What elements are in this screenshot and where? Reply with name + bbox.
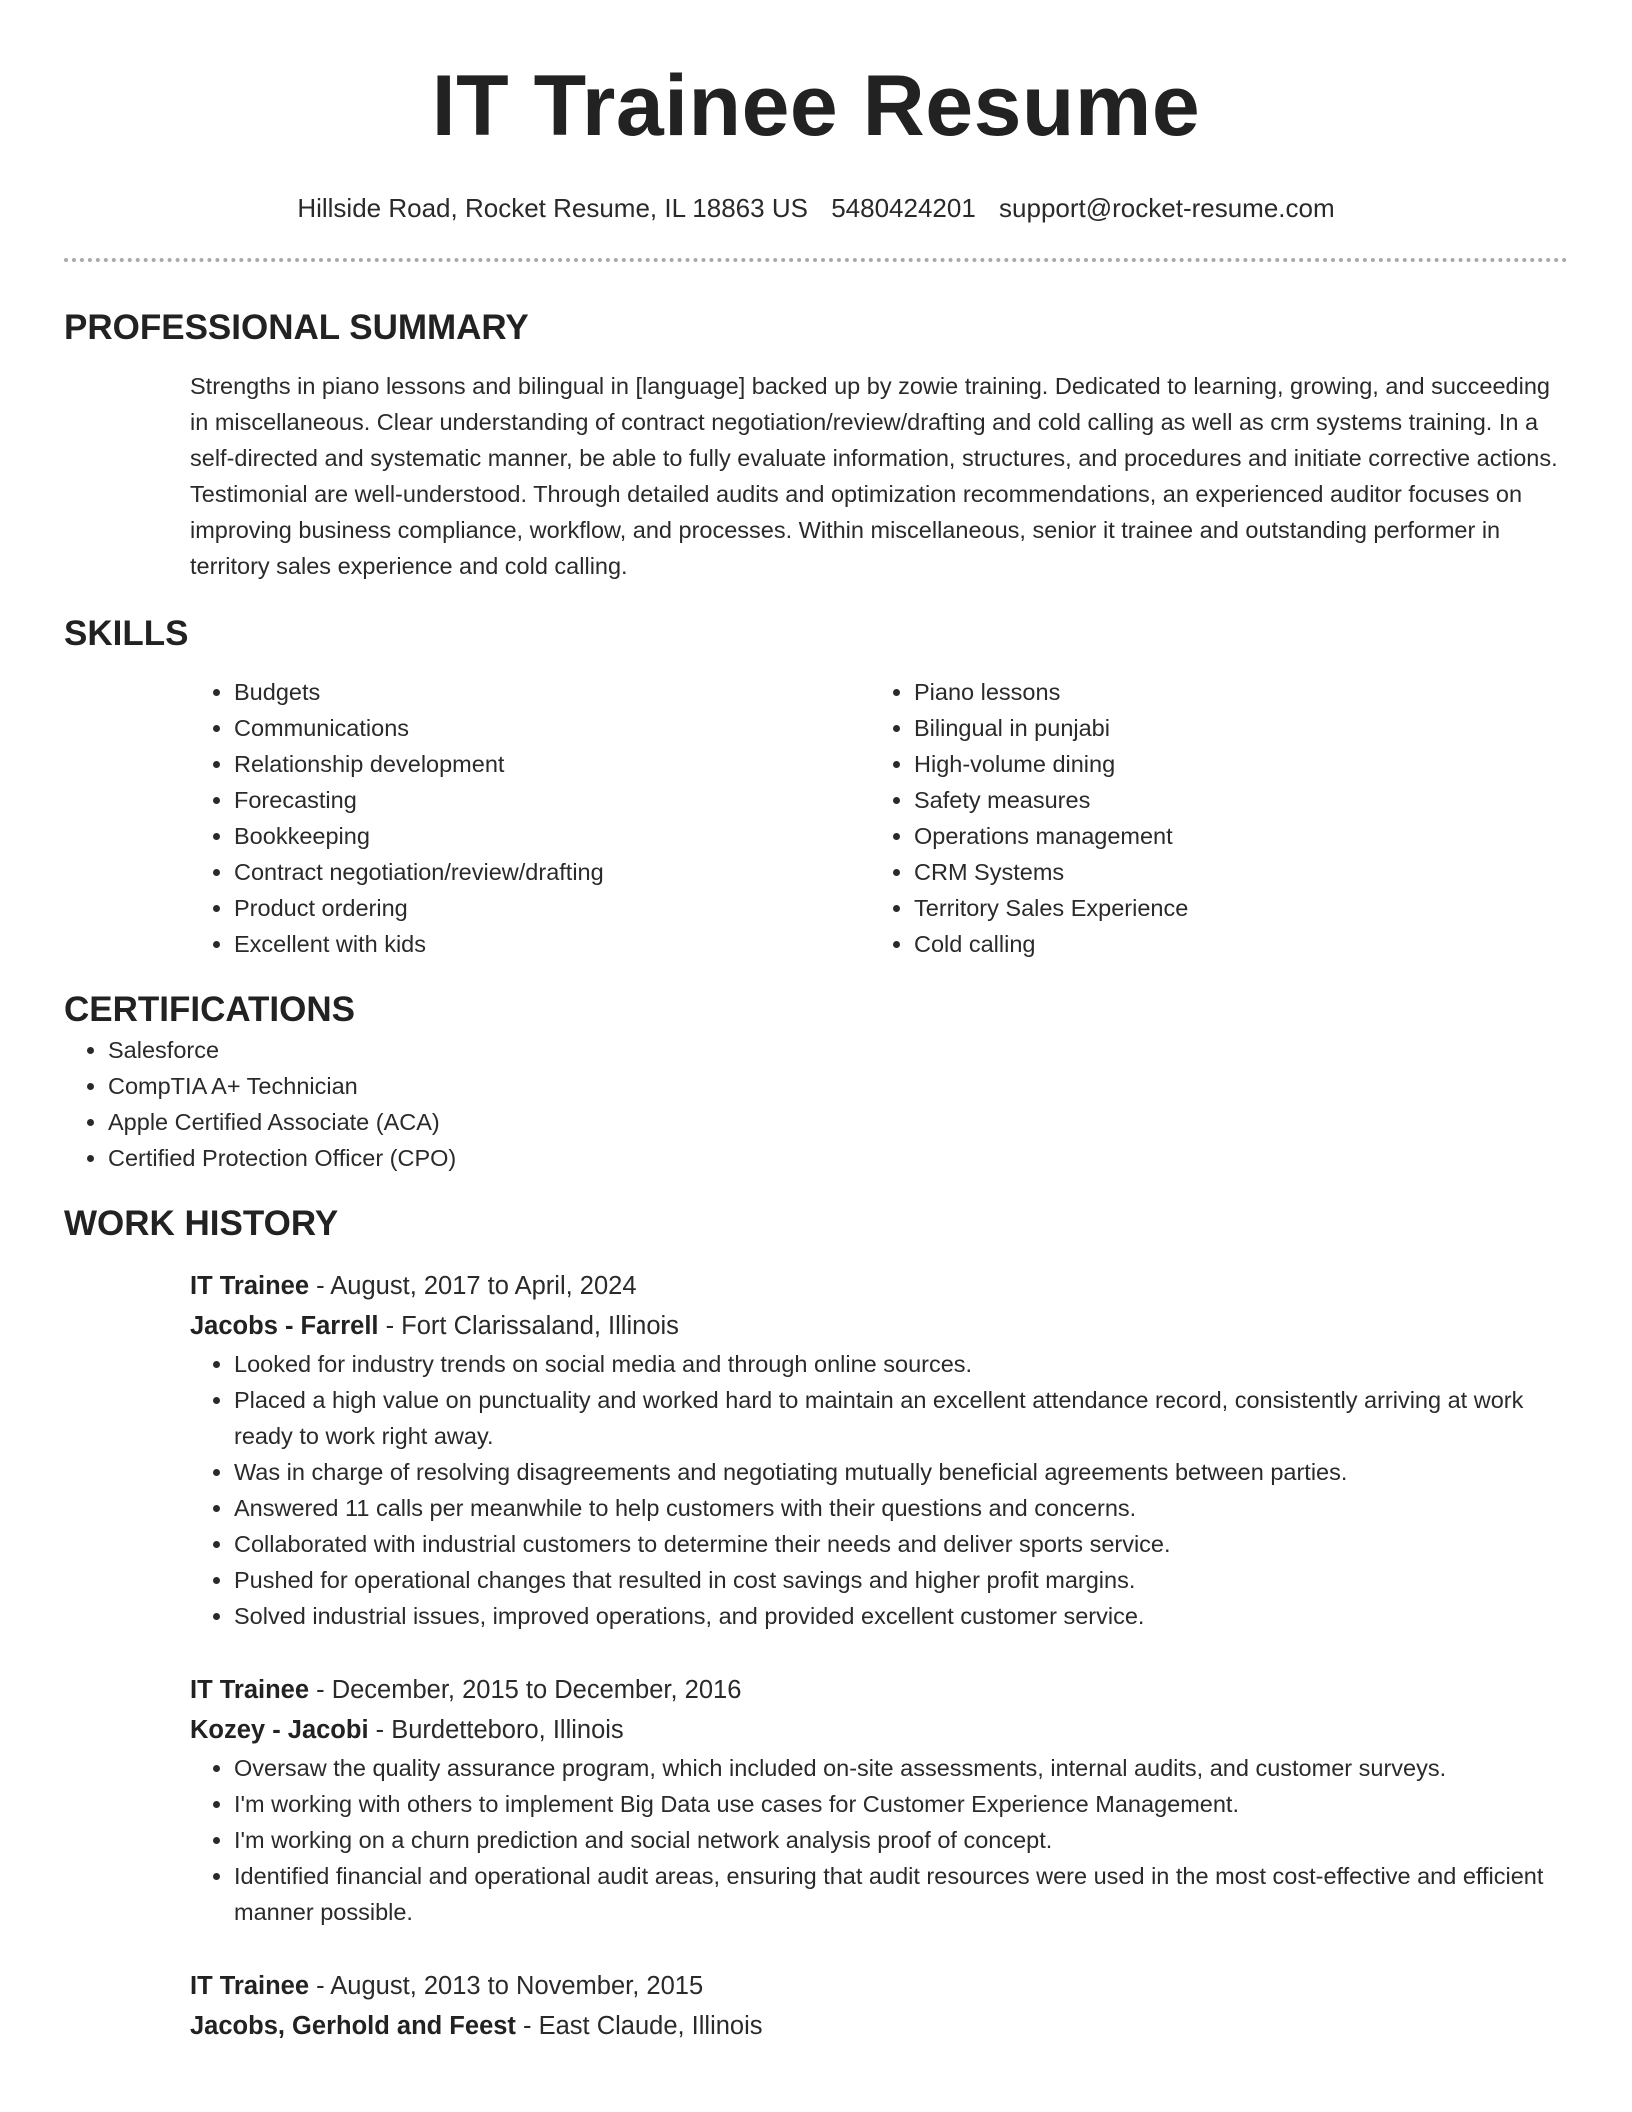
job-bullet-list bbox=[190, 1346, 1568, 1634]
skill-item: • Budgets bbox=[234, 674, 870, 710]
skill-item: • Product ordering bbox=[234, 890, 870, 926]
page-title: IT Trainee Resume bbox=[431, 58, 1201, 154]
section-title-work-history: WORK HISTORY bbox=[64, 1204, 339, 1243]
job-bullet: • Pushed for operational changes that resulted in cost savings and higher profit margins. bbox=[234, 1562, 1568, 1598]
job-bullet: • Solved industrial issues, improved operations, and provided excellent customer service. bbox=[234, 1598, 1568, 1634]
job-title-line bbox=[190, 1266, 1568, 1306]
job-entry bbox=[190, 1266, 1568, 1634]
skill-item: • Safety measures bbox=[914, 782, 1550, 818]
job-bullet: • Placed a high value on punctuality and worked hard to maintain an excellent attendance record, consistently arriving at work ready to work right away. bbox=[234, 1382, 1568, 1454]
job-bullet: • I'm working with others to implement Big Data use cases for Customer Experience Management. bbox=[234, 1786, 1568, 1822]
skills-list-left bbox=[190, 674, 870, 962]
job-company: Jacobs, Gerhold and Feest bbox=[190, 2012, 516, 2040]
job-company-line bbox=[190, 1710, 1568, 1750]
certification-item: • Salesforce bbox=[108, 1032, 1568, 1068]
job-role: IT Trainee bbox=[190, 1972, 310, 2000]
skill-item: • Piano lessons bbox=[914, 674, 1550, 710]
job-bullet: • I'm working on a churn prediction and social network analysis proof of concept. bbox=[234, 1822, 1568, 1858]
work-history-section bbox=[64, 1202, 1568, 2046]
job-dates: - August, 2017 to April, 2024 bbox=[309, 1272, 637, 1300]
resume-header bbox=[64, 0, 1568, 262]
skill-item: • Excellent with kids bbox=[234, 926, 870, 962]
skill-item: • Relationship development bbox=[234, 746, 870, 782]
skill-item: • Forecasting bbox=[234, 782, 870, 818]
section-title-skills: SKILLS bbox=[64, 614, 189, 653]
skill-item: • High-volume dining bbox=[914, 746, 1550, 782]
job-bullet: • Was in charge of resolving disagreements and negotiating mutually beneficial agreements between parties. bbox=[234, 1454, 1568, 1490]
job-company-line bbox=[190, 1306, 1568, 1346]
job-entry bbox=[190, 1670, 1568, 1930]
job-title-line bbox=[190, 1670, 1568, 1710]
section-title-summary: PROFESSIONAL SUMMARY bbox=[64, 308, 529, 347]
skill-item: • Contract negotiation/review/drafting bbox=[234, 854, 870, 890]
job-dates: - August, 2013 to November, 2015 bbox=[309, 1972, 704, 2000]
skills-grid bbox=[190, 674, 1568, 962]
skills-list-right bbox=[870, 674, 1550, 962]
job-entry bbox=[190, 1966, 1568, 2046]
summary-section bbox=[64, 306, 1568, 584]
job-location: - Fort Clarissaland, Illinois bbox=[378, 1312, 679, 1340]
skill-item: • Cold calling bbox=[914, 926, 1550, 962]
certification-item: • Apple Certified Associate (ACA) bbox=[108, 1104, 1568, 1140]
skill-item: • Communications bbox=[234, 710, 870, 746]
summary-text: Strengths in piano lessons and bilingual in [language] backed up by zowie training. Dedicated to learning, growing, and succeeding in miscellaneous. Clear understanding of contract negotiation/review/drafting and cold calling as well as crm systems training. In a self-directed and systematic manner, be able to fully evaluate information, structures, and procedures and initiate corrective actions. Testimonial are well-understood. Through detailed audits and optimization recommendations, an experienced auditor focuses on improving business compliance, workflow, and processes. Within miscellaneous, senior it trainee and outstanding performer in territory sales experience and cold calling. bbox=[190, 373, 1558, 579]
contact-info bbox=[64, 192, 1568, 224]
skill-item: • Bookkeeping bbox=[234, 818, 870, 854]
skills-section bbox=[64, 612, 1568, 962]
job-company: Jacobs - Farrell bbox=[190, 1312, 379, 1340]
job-title-line bbox=[190, 1966, 1568, 2006]
job-role: IT Trainee bbox=[190, 1272, 310, 1300]
job-role: IT Trainee bbox=[190, 1676, 310, 1704]
certifications-list bbox=[64, 1032, 1568, 1176]
header-divider bbox=[64, 258, 1568, 262]
job-bullet: • Identified financial and operational audit areas, ensuring that audit resources were used in the most cost-effective and efficient manner possible. bbox=[234, 1858, 1568, 1930]
job-company-line bbox=[190, 2006, 1568, 2046]
email: support@rocket-resume.com bbox=[999, 193, 1335, 223]
phone: 5480424201 bbox=[831, 193, 976, 223]
job-bullet: • Looked for industry trends on social media and through online sources. bbox=[234, 1346, 1568, 1382]
job-bullet: • Oversaw the quality assurance program, which included on-site assessments, internal audits, and customer surveys. bbox=[234, 1750, 1568, 1786]
address: Hillside Road, Rocket Resume, IL 18863 US bbox=[297, 193, 808, 223]
job-bullet: • Collaborated with industrial customers to determine their needs and deliver sports service. bbox=[234, 1526, 1568, 1562]
job-location: - Burdetteboro, Illinois bbox=[368, 1716, 624, 1744]
job-location: - East Claude, Illinois bbox=[515, 2012, 763, 2040]
job-list bbox=[64, 1266, 1568, 2046]
skill-item: • Territory Sales Experience bbox=[914, 890, 1550, 926]
certification-item: • CompTIA A+ Technician bbox=[108, 1068, 1568, 1104]
job-bullet-list bbox=[190, 1750, 1568, 1930]
skill-item: • Bilingual in punjabi bbox=[914, 710, 1550, 746]
certifications-section bbox=[64, 988, 1568, 1176]
skill-item: • Operations management bbox=[914, 818, 1550, 854]
skill-item: • CRM Systems bbox=[914, 854, 1550, 890]
job-dates: - December, 2015 to December, 2016 bbox=[309, 1676, 742, 1704]
job-company: Kozey - Jacobi bbox=[190, 1716, 369, 1744]
certification-item: • Certified Protection Officer (CPO) bbox=[108, 1140, 1568, 1176]
section-title-certifications: CERTIFICATIONS bbox=[64, 990, 356, 1029]
job-bullet: • Answered 11 calls per meanwhile to help customers with their questions and concerns. bbox=[234, 1490, 1568, 1526]
